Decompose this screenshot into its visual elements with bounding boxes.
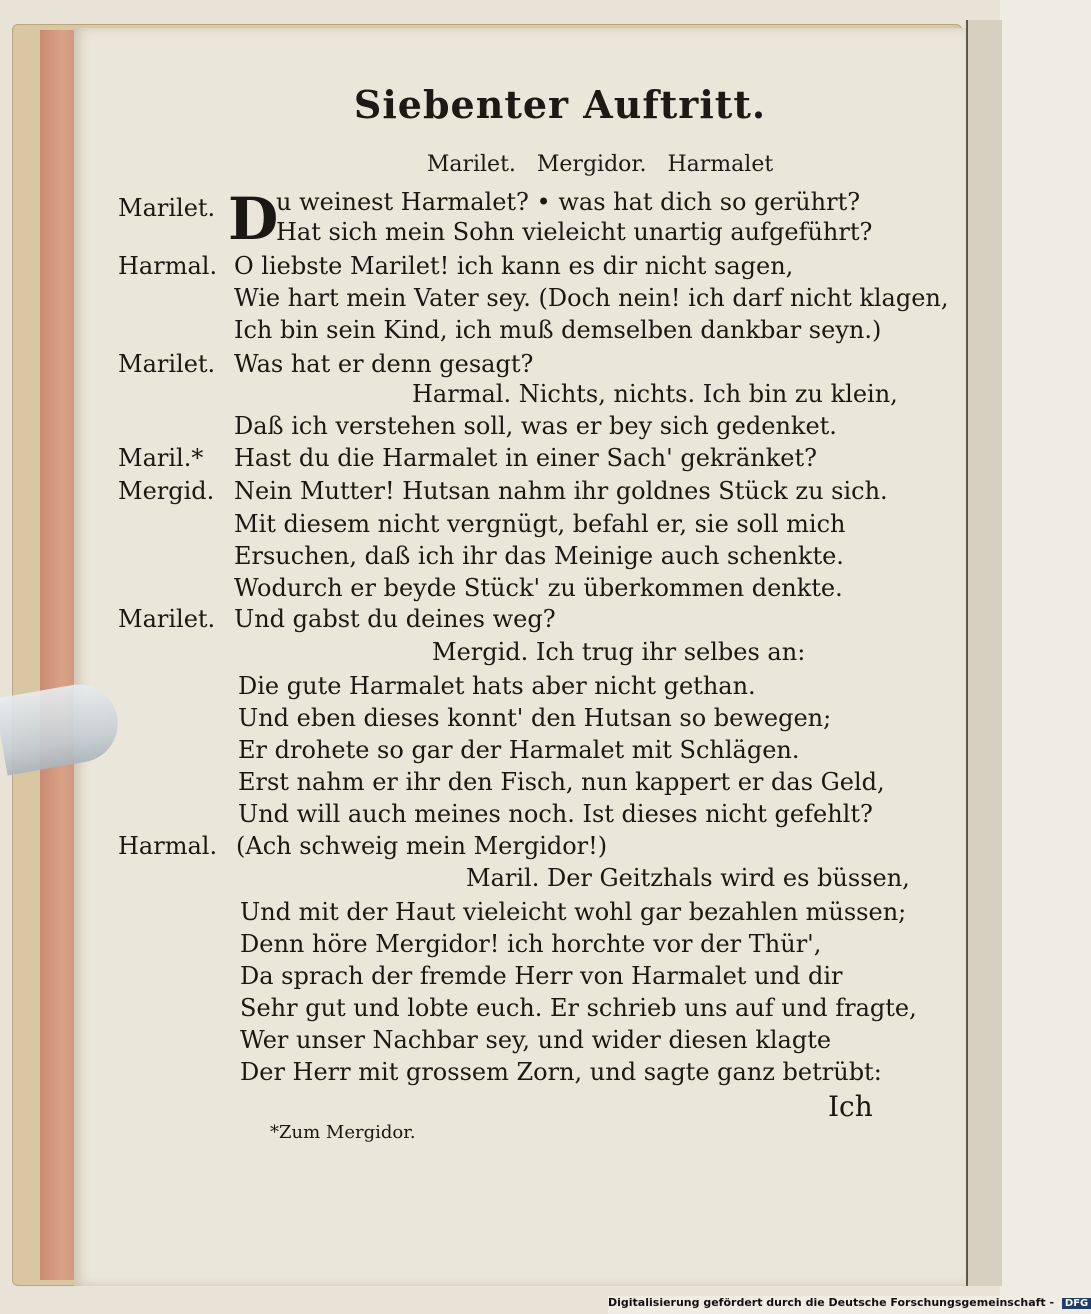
speaker-label: Marilet. bbox=[118, 350, 216, 378]
cast-list: Marilet. Mergidor. Harmalet bbox=[426, 152, 774, 177]
verse-line: Er drohete so gar der Harmalet mit Schlägen. bbox=[238, 736, 800, 764]
verse-line: Nein Mutter! Hutsan nahm ihr goldnes Stück zu sich. bbox=[234, 477, 888, 505]
speaker-label: Marilet. bbox=[118, 194, 216, 222]
verse-line: Ich bin sein Kind, ich muß demselben dankbar seyn.) bbox=[234, 316, 882, 344]
verse-line: Und gabst du deines weg? bbox=[234, 605, 556, 633]
verse-line: Der Herr mit grossem Zorn, und sagte ganz betrübt: bbox=[240, 1058, 882, 1086]
verse-line: Wer unser Nachbar sey, und wider diesen klagte bbox=[240, 1026, 832, 1054]
verse-line: Erst nahm er ihr den Fisch, nun kappert er das Geld, bbox=[238, 768, 885, 796]
verse-line: Was hat er denn gesagt? bbox=[234, 350, 534, 378]
verse-line: Mit diesem nicht vergnügt, befahl er, sie soll mich bbox=[234, 510, 846, 538]
page-red-edge bbox=[40, 30, 76, 1280]
facing-page-edge bbox=[966, 20, 1002, 1286]
verse-line: Und eben dieses konnt' den Hutsan so bewegen; bbox=[238, 704, 832, 732]
verse-line: Sehr gut und lobte euch. Er schrieb uns auf und fragte, bbox=[240, 994, 917, 1022]
verse-line: Hast du die Harmalet in einer Sach' gekränket? bbox=[234, 444, 817, 472]
verse-line: (Ach schweig mein Mergidor!) bbox=[236, 832, 608, 860]
verse-line: Und mit der Haut vieleicht wohl gar bezahlen müssen; bbox=[240, 898, 907, 926]
verse-line: Wodurch er beyde Stück' zu überkommen denkte. bbox=[234, 574, 843, 602]
speaker-label: Harmal. bbox=[118, 252, 218, 280]
verse-line: Harmal. Nichts, nichts. Ich bin zu klein, bbox=[412, 380, 898, 408]
catchword: Ich bbox=[828, 1090, 873, 1123]
speaker-label: Harmal. bbox=[118, 832, 218, 860]
speaker-label: Marilet. bbox=[118, 605, 216, 633]
verse-line: Und will auch meines noch. Ist dieses nicht gefehlt? bbox=[238, 800, 873, 828]
speaker-label: Mergid. bbox=[118, 477, 215, 505]
scene-title: Siebenter Auftritt. bbox=[353, 82, 767, 127]
digitization-credit bbox=[608, 1296, 1089, 1314]
verse-line: Mergid. Ich trug ihr selbes an: bbox=[432, 638, 806, 666]
verse-line: u weinest Harmalet? • was hat dich so gerührt? bbox=[276, 188, 861, 216]
speaker-label: Maril.* bbox=[118, 444, 204, 472]
footnote: *Zum Mergidor. bbox=[270, 1122, 416, 1143]
verse-line: Daß ich verstehen soll, was er bey sich gedenket. bbox=[234, 412, 837, 440]
verse-line: Maril. Der Geitzhals wird es büssen, bbox=[466, 864, 910, 892]
verse-line: Denn höre Mergidor! ich horchte vor der Thür', bbox=[240, 930, 822, 958]
verse-line: O liebste Marilet! ich kann es dir nicht sagen, bbox=[234, 252, 794, 280]
verse-line: Ersuchen, daß ich ihr das Meinige auch schenkte. bbox=[234, 542, 844, 570]
verse-line: Die gute Harmalet hats aber nicht gethan. bbox=[238, 672, 756, 700]
verse-line: Wie hart mein Vater sey. (Doch nein! ich darf nicht klagen, bbox=[234, 284, 949, 312]
verse-line: Hat sich mein Sohn vieleicht unartig aufgeführt? bbox=[276, 218, 873, 246]
verse-line: Da sprach der fremde Herr von Harmalet und dir bbox=[240, 962, 843, 990]
drop-cap: D bbox=[228, 185, 279, 253]
dfg-logo: DFG bbox=[1062, 1298, 1091, 1309]
credit-text: Digitalisierung gefördert durch die Deutsche Forschungsgemeinschaft - bbox=[608, 1296, 1055, 1309]
